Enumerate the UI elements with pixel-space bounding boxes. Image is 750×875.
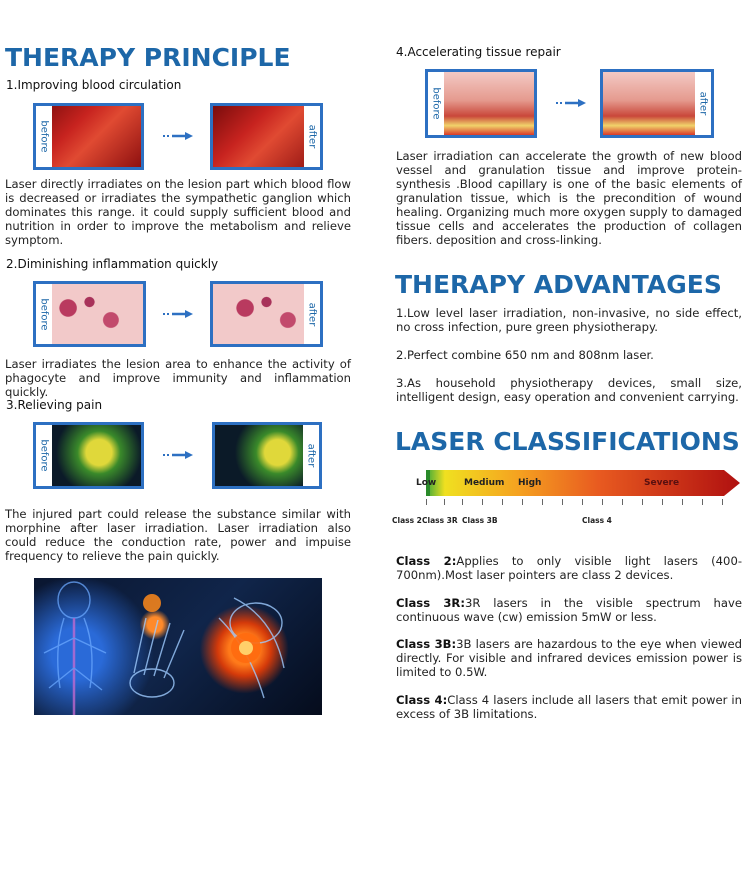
before-label: before bbox=[38, 297, 50, 331]
section-heading-blood-circulation: 1.Improving blood circulation bbox=[6, 78, 182, 92]
after-label: after bbox=[697, 91, 709, 116]
inflammation-after-image bbox=[210, 281, 323, 347]
advantage-item: 3.As household physiotherapy devices, small size, intelligent design, easy operation and convenient carrying. bbox=[396, 376, 742, 404]
therapy-principle-title: THERAPY PRINCIPLE bbox=[5, 43, 291, 72]
arrow-right-icon bbox=[163, 131, 193, 141]
class-3b-term: Class 3B: bbox=[396, 637, 457, 651]
pain-text: The injured part could release the substance similar with morphine after laser irradiation. Laser irradiation also could reduce the conduction rate, power and impuise frequency to relieve the pain quickly. bbox=[5, 507, 351, 563]
section-heading-pain: 3.Relieving pain bbox=[6, 398, 103, 412]
section-heading-tissue-repair: 4.Accelerating tissue repair bbox=[396, 45, 561, 59]
class-3b-description bbox=[396, 637, 742, 679]
class-2-description bbox=[396, 554, 742, 582]
spectrum-high-label: High bbox=[518, 478, 542, 488]
spectrum-ticks bbox=[392, 499, 742, 507]
class-3b-text: 3B lasers are hazardous to the eye when viewed directly. For visible and infrared devices emission power is limited to 0.5W. bbox=[396, 637, 742, 679]
blood-circulation-text: Laser directly irradiates on the lesion part which blood flow is decreased or irradiates the sympathetic ganglion which dominates this range. it could supply sufficient blood and nutrition in order to improve the metabolism and relieve symptom. bbox=[5, 177, 351, 247]
advantage-item: 2.Perfect combine 650 nm and 808nm laser. bbox=[396, 348, 654, 362]
class-4-text: Class 4 lasers include all lasers that emit power in excess of 3B limitations. bbox=[396, 693, 742, 721]
pain-before-image bbox=[33, 422, 144, 489]
class-2-label: Class 2 bbox=[392, 516, 422, 525]
after-label: after bbox=[306, 302, 318, 326]
arrow-right-icon bbox=[556, 98, 586, 108]
inflammation-text: Laser irradiates the lesion area to enhance the activity of phagocyte and improve immunity and inflammation quickly. bbox=[5, 357, 351, 399]
before-label: before bbox=[38, 439, 50, 472]
class-2-term: Class 2: bbox=[396, 554, 457, 568]
body-pain-illustration bbox=[34, 578, 322, 715]
spectrum-low-label: Low bbox=[416, 478, 437, 488]
advantage-item: 1.Low level laser irradiation, non-invasive, no side effect, no cross infection, pure green physiotherapy. bbox=[396, 306, 742, 334]
before-label: before bbox=[38, 120, 50, 153]
class-4-description bbox=[396, 693, 742, 721]
tissue-repair-text: Laser irradiation can accelerate the growth of new blood vessel and granulation tissue and improve protein-synthesis .Blood capillary is one of the basic elements of granulation tissue, which is the precondition of wound healing. Organizing much more oxygen supply to damaged tissue cells and accelerates the production of collagen fibers. deposition and cross-linking. bbox=[396, 149, 742, 247]
class-3b-label: Class 3B bbox=[462, 516, 498, 525]
arrow-right-icon bbox=[163, 309, 193, 319]
tissue-repair-before-image bbox=[425, 69, 537, 138]
class-3r-description bbox=[396, 596, 742, 624]
class-4-label: Class 4 bbox=[582, 516, 612, 525]
pain-after-image bbox=[212, 422, 322, 489]
after-label: after bbox=[306, 124, 318, 149]
blood-circulation-after-image bbox=[210, 103, 323, 170]
after-label: after bbox=[305, 443, 317, 468]
class-2-text: Applies to only visible light lasers (400-700nm).Most laser pointers are class 2 devices. bbox=[396, 554, 742, 582]
inflammation-before-image bbox=[33, 281, 146, 347]
spectrum-medium-label: Medium bbox=[464, 478, 505, 488]
tissue-repair-after-image bbox=[600, 69, 714, 138]
class-3r-text: 3R lasers in the visible spectrum have continuous wave (cw) emission 5mW or less. bbox=[396, 596, 742, 624]
class-3r-label: Class 3R bbox=[422, 516, 458, 525]
section-heading-inflammation: 2.Diminishing inflammation quickly bbox=[6, 257, 219, 271]
before-label: before bbox=[430, 87, 442, 120]
blood-circulation-before-image bbox=[33, 103, 144, 170]
therapy-advantages-title: THERAPY ADVANTAGES bbox=[395, 270, 722, 299]
spectrum-severe-label: Severe bbox=[644, 478, 680, 488]
class-4-term: Class 4: bbox=[396, 693, 448, 707]
arrow-right-icon bbox=[163, 450, 193, 460]
laser-classifications-title: LASER CLASSIFICATIONS bbox=[395, 427, 740, 456]
class-3r-term: Class 3R: bbox=[396, 596, 465, 610]
laser-class-spectrum-bar bbox=[392, 466, 742, 528]
